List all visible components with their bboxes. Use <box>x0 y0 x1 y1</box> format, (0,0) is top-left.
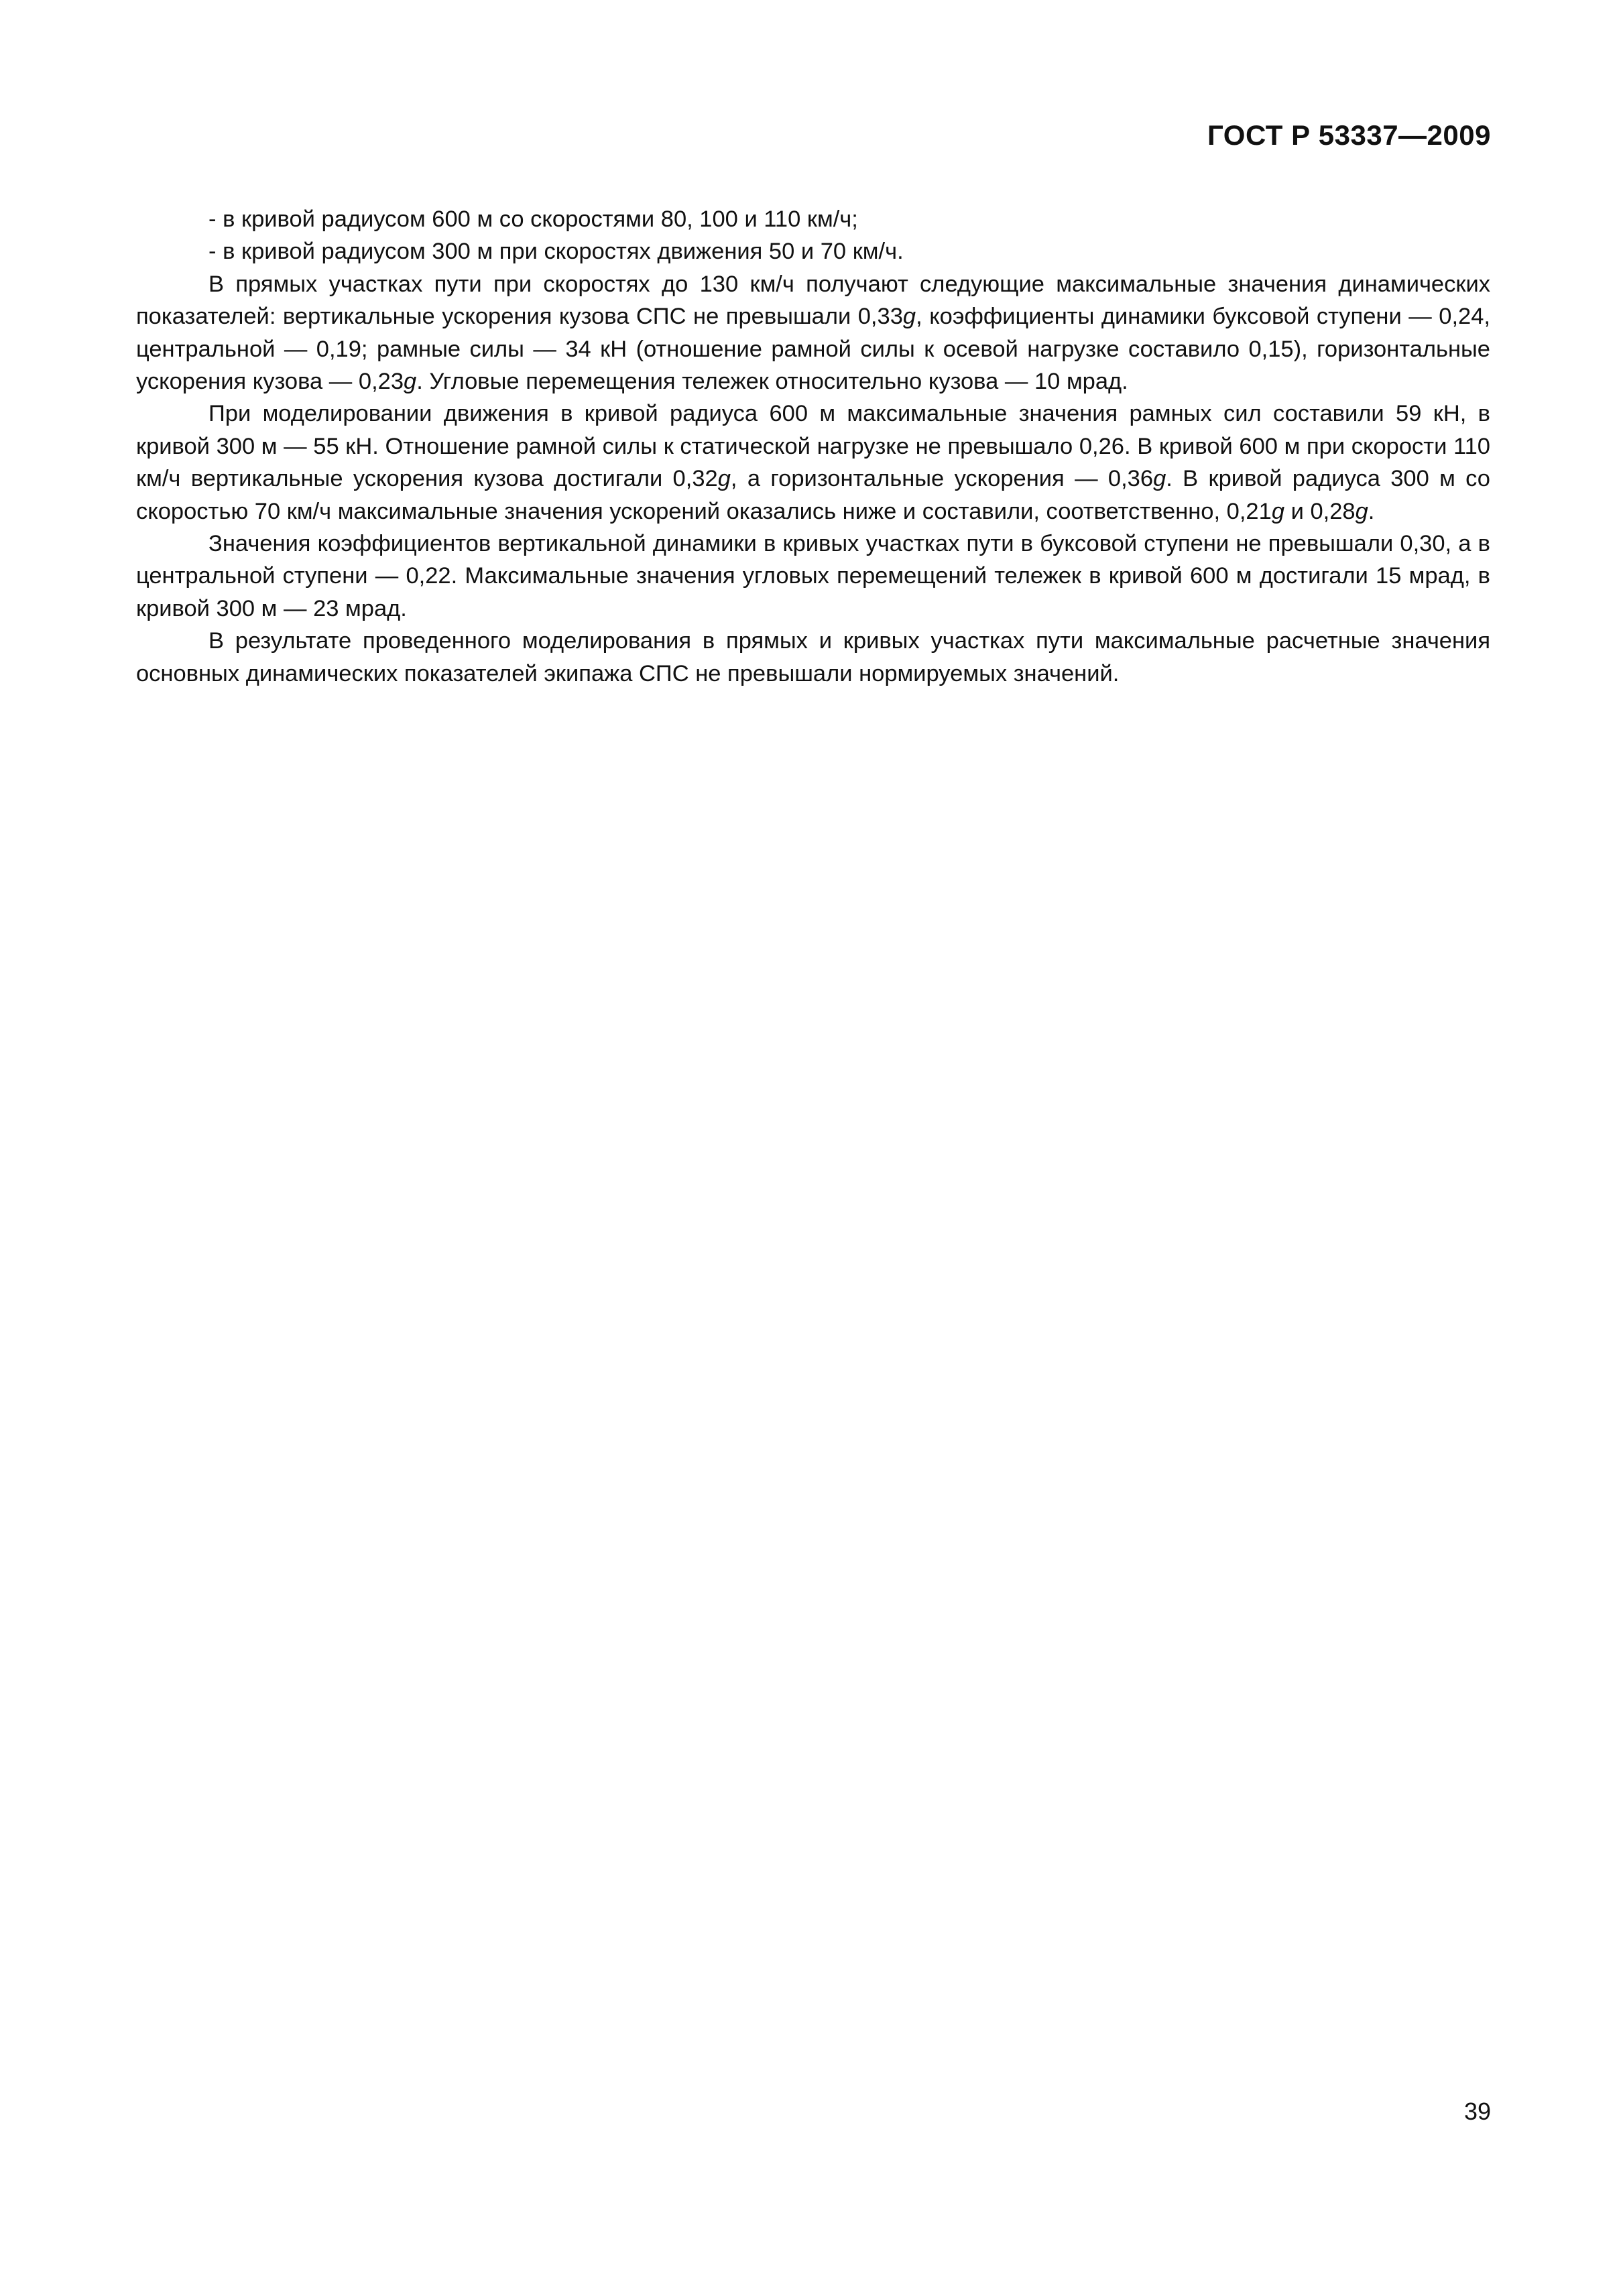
text-run: , а горизонтальные ускорения — 0,36 <box>730 466 1154 492</box>
standard-code-header: ГОСТ Р 53337—2009 <box>1207 119 1491 151</box>
list-item-curve-300: - в кривой радиусом 300 м при скоростях движения 50 и 70 км/ч. <box>208 239 904 265</box>
unit-g: g <box>902 304 916 330</box>
unit-g: g <box>404 369 417 395</box>
unit-g: g <box>1355 498 1368 524</box>
text-run: При моделировании движения в кривой радиуса 600 м максимальные значения рамных сил составили 59 кН, в кривой 300 м — 55 кН. Отношение рамной силы к статической нагрузке не превышало 0,26. В кривой 600 м при скорости 110 км/ч вертикальные ускорения кузова достигали 0,32 <box>136 401 1490 492</box>
unit-g: g <box>717 466 731 492</box>
unit-g: g <box>1153 466 1166 492</box>
paragraph-dynamics-coefficients: Значения коэффициентов вертикальной динамики в кривых участках пути в буксовой ступени не превышали 0,30, а в центральной ступени — 0,22. Максимальные значения угловых перемещений тележек в кривой 600 м достигали 15 мрад, в кривой 300 м — 23 мрад. <box>136 531 1490 621</box>
text-run: . В кривой радиуса 300 м со скоростью 70 км/ч максимальные значения ускорений оказались ниже и составили, соответственно, 0,21 <box>136 466 1490 524</box>
unit-g: g <box>1271 498 1284 524</box>
text-run: . <box>1368 498 1375 524</box>
paragraph-straight-sections <box>136 268 1490 398</box>
paragraph-curve-modeling <box>136 398 1490 528</box>
text-run: и 0,28 <box>1284 498 1356 524</box>
text-run: , коэффициенты динамики буксовой ступени — 0,24, центральной — 0,19; рамные силы — 34 кН (отношение рамной силы к осевой нагрузке составило 0,15), горизонтальные ускорения кузова — 0,23 <box>136 304 1491 395</box>
text-run: В прямых участках пути при скоростях до 130 км/ч получают следующие максимальные значения динамических показателей: вертикальные ускорения кузова СПС не превышали 0,33 <box>136 271 1490 330</box>
page-number: 39 <box>1463 2098 1491 2125</box>
paragraph-conclusion: В результате проведенного моделирования в прямых и кривых участках пути максимальные расчетные значения основных динамических показателей экипажа СПС не превышали нормируемых значений. <box>136 628 1490 686</box>
text-run: . Угловые перемещения тележек относительно кузова — 10 мрад. <box>416 369 1128 395</box>
list-item-curve-600: - в кривой радиусом 600 м со скоростями 80, 100 и 110 км/ч; <box>208 206 858 232</box>
document-body <box>136 203 1490 690</box>
